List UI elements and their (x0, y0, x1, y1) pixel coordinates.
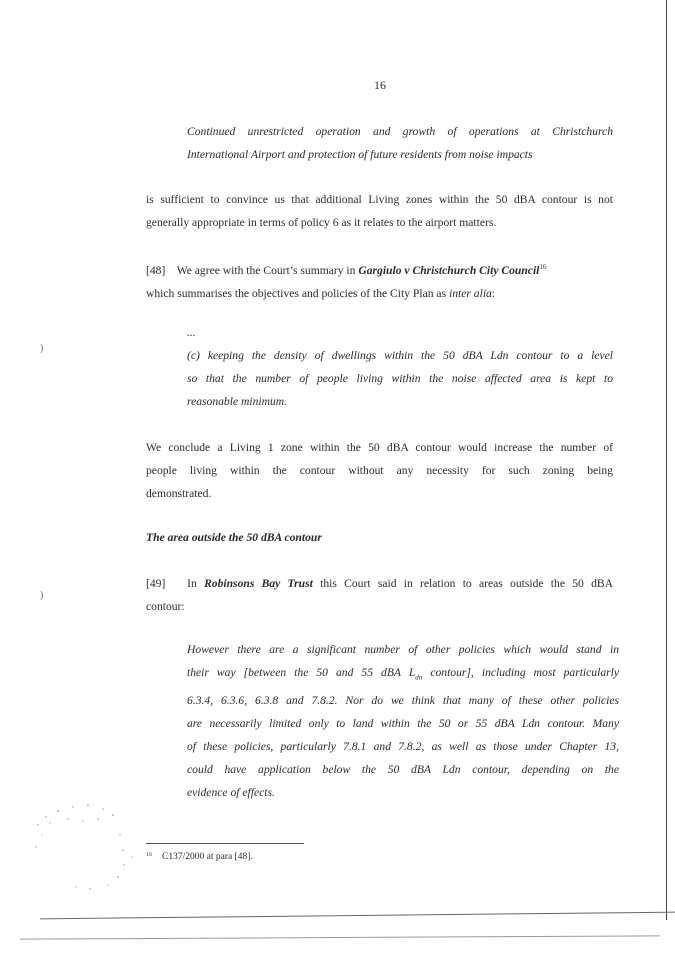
quote-3-line-6: could have application below the 50 dBA Ldn contour, depending on the (187, 763, 619, 777)
paragraph-continuation (146, 188, 613, 234)
ellipsis: ... (187, 326, 196, 339)
paragraph-49-line-1: [49] In Robinsons Bay Trust this Court said in relation to areas outside the 50 dBA (146, 577, 613, 590)
paragraph-continuation-line-2: generally appropriate in terms of policy 6 as it relates to the airport matters. (146, 216, 497, 229)
page-edge-bottom (40, 912, 675, 920)
paragraph-49 (146, 572, 613, 618)
paragraph-48-line-2: which summarises the objectives and policies of the City Plan as inter alia: (146, 286, 496, 300)
page-edge-right (666, 0, 667, 920)
quote-3-line-7: evidence of effects. (187, 786, 275, 800)
quote-3-line-2: their way [between the 50 and 55 dBA $L_{dn}$ contour], including most particularly (187, 666, 619, 682)
paragraph-conclusion-line-3: demonstrated. (146, 487, 212, 500)
margin-mark: ) (40, 343, 44, 354)
case-name: Gargiulo v Christchurch City Council (358, 263, 540, 277)
page-edge-bottom-shadow (20, 935, 660, 939)
paragraph-continuation-line-1: is sufficient to convince us that additional Living zones within the 50 dBA contour is not (146, 193, 613, 206)
page-number: 16 (374, 78, 386, 92)
paragraph-48 (146, 256, 613, 305)
footnote-divider (146, 843, 304, 844)
footnote (146, 852, 253, 862)
quote-2 (187, 321, 613, 413)
footnote-reference: 16 (539, 263, 547, 271)
paragraph-conclusion (146, 436, 613, 505)
quote-2-line-1: (c) keeping the density of dwellings within the 50 dBA Ldn contour to a level (187, 349, 613, 362)
quote-3 (187, 638, 619, 804)
case-name: Robinsons Bay Trust (204, 577, 313, 590)
quote-2-line-3: reasonable minimum. (187, 395, 288, 408)
quote-1-line-2: International Airport and protection of future residents from noise impacts (187, 148, 533, 161)
quote-2-line-2: so that the number of people living within the noise affected area is kept to (187, 372, 613, 385)
paragraph-conclusion-line-1: We conclude a Living 1 zone within the 50 dBA contour would increase the number of (146, 441, 613, 454)
quote-3-line-1: However there are a significant number of other policies which would stand in (187, 643, 619, 656)
paragraph-48-line-1: [48] We agree with the Court’s summary in Gargiulo v Christchurch City Council$^{16}$ (146, 263, 547, 277)
paragraph-49-line-2: contour: (146, 600, 185, 613)
faint-stamp-marks (28, 795, 148, 895)
footnote-text: C137/2000 at para [48]. (162, 852, 253, 862)
quote-1-line-1: Continued unrestricted operation and growth of operations at Christchurch (187, 125, 613, 138)
paragraph-number: [49] (146, 577, 166, 590)
quote-3-line-5: of these policies, particularly 7.8.1 and 7.8.2, as well as those under Chapter 13, (187, 740, 619, 754)
paragraph-number: [48] (146, 263, 166, 277)
section-heading: The area outside the 50 dBA contour (146, 531, 322, 544)
quote-1 (187, 120, 613, 166)
footnote-number: 16 (146, 852, 152, 858)
paragraph-conclusion-line-2: people living within the contour without any necessity for such zoning being (146, 464, 613, 477)
quote-3-line-4: are necessarily limited only to land within the 50 or 55 dBA Ldn contour. Many (187, 717, 619, 731)
quote-3-line-3: 6.3.4, 6.3.6, 6.3.8 and 7.8.2. Nor do we think that many of these other policies (187, 694, 619, 708)
margin-mark: ) (40, 590, 44, 601)
